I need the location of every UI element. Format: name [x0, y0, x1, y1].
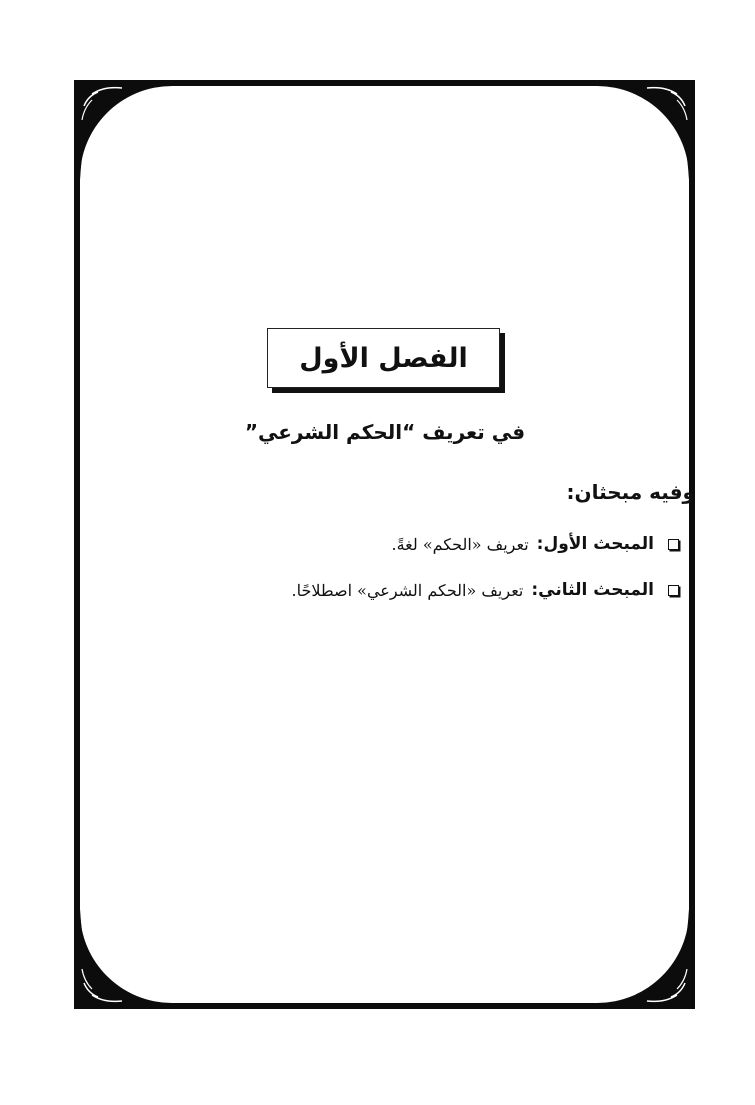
- checkbox-bullet-icon: [668, 585, 679, 596]
- checkbox-bullet-icon: [668, 539, 679, 550]
- section-text: تعريف «الحكم الشرعي» اصطلاحًا.: [291, 580, 524, 600]
- corner-ornament-bottom-left: [74, 909, 174, 1009]
- corner-ornament-top-left: [74, 80, 174, 180]
- corner-ornament-top-right: [595, 80, 695, 180]
- section-label: المبحث الأول:: [536, 534, 654, 554]
- section-label: المبحث الثاني:: [531, 580, 654, 600]
- chapter-title-box: [267, 328, 500, 388]
- section-item: [292, 580, 679, 600]
- corner-ornament-bottom-right: [595, 909, 695, 1009]
- section-text: تعريف «الحكم» لغةً.: [391, 534, 529, 554]
- sections-intro: وفيه مبحثان:: [566, 480, 695, 504]
- chapter-title: الفصل الأول: [299, 342, 468, 374]
- chapter-subtitle: في تعريف “الحكم الشرعي”: [244, 420, 526, 444]
- section-item: [392, 534, 679, 554]
